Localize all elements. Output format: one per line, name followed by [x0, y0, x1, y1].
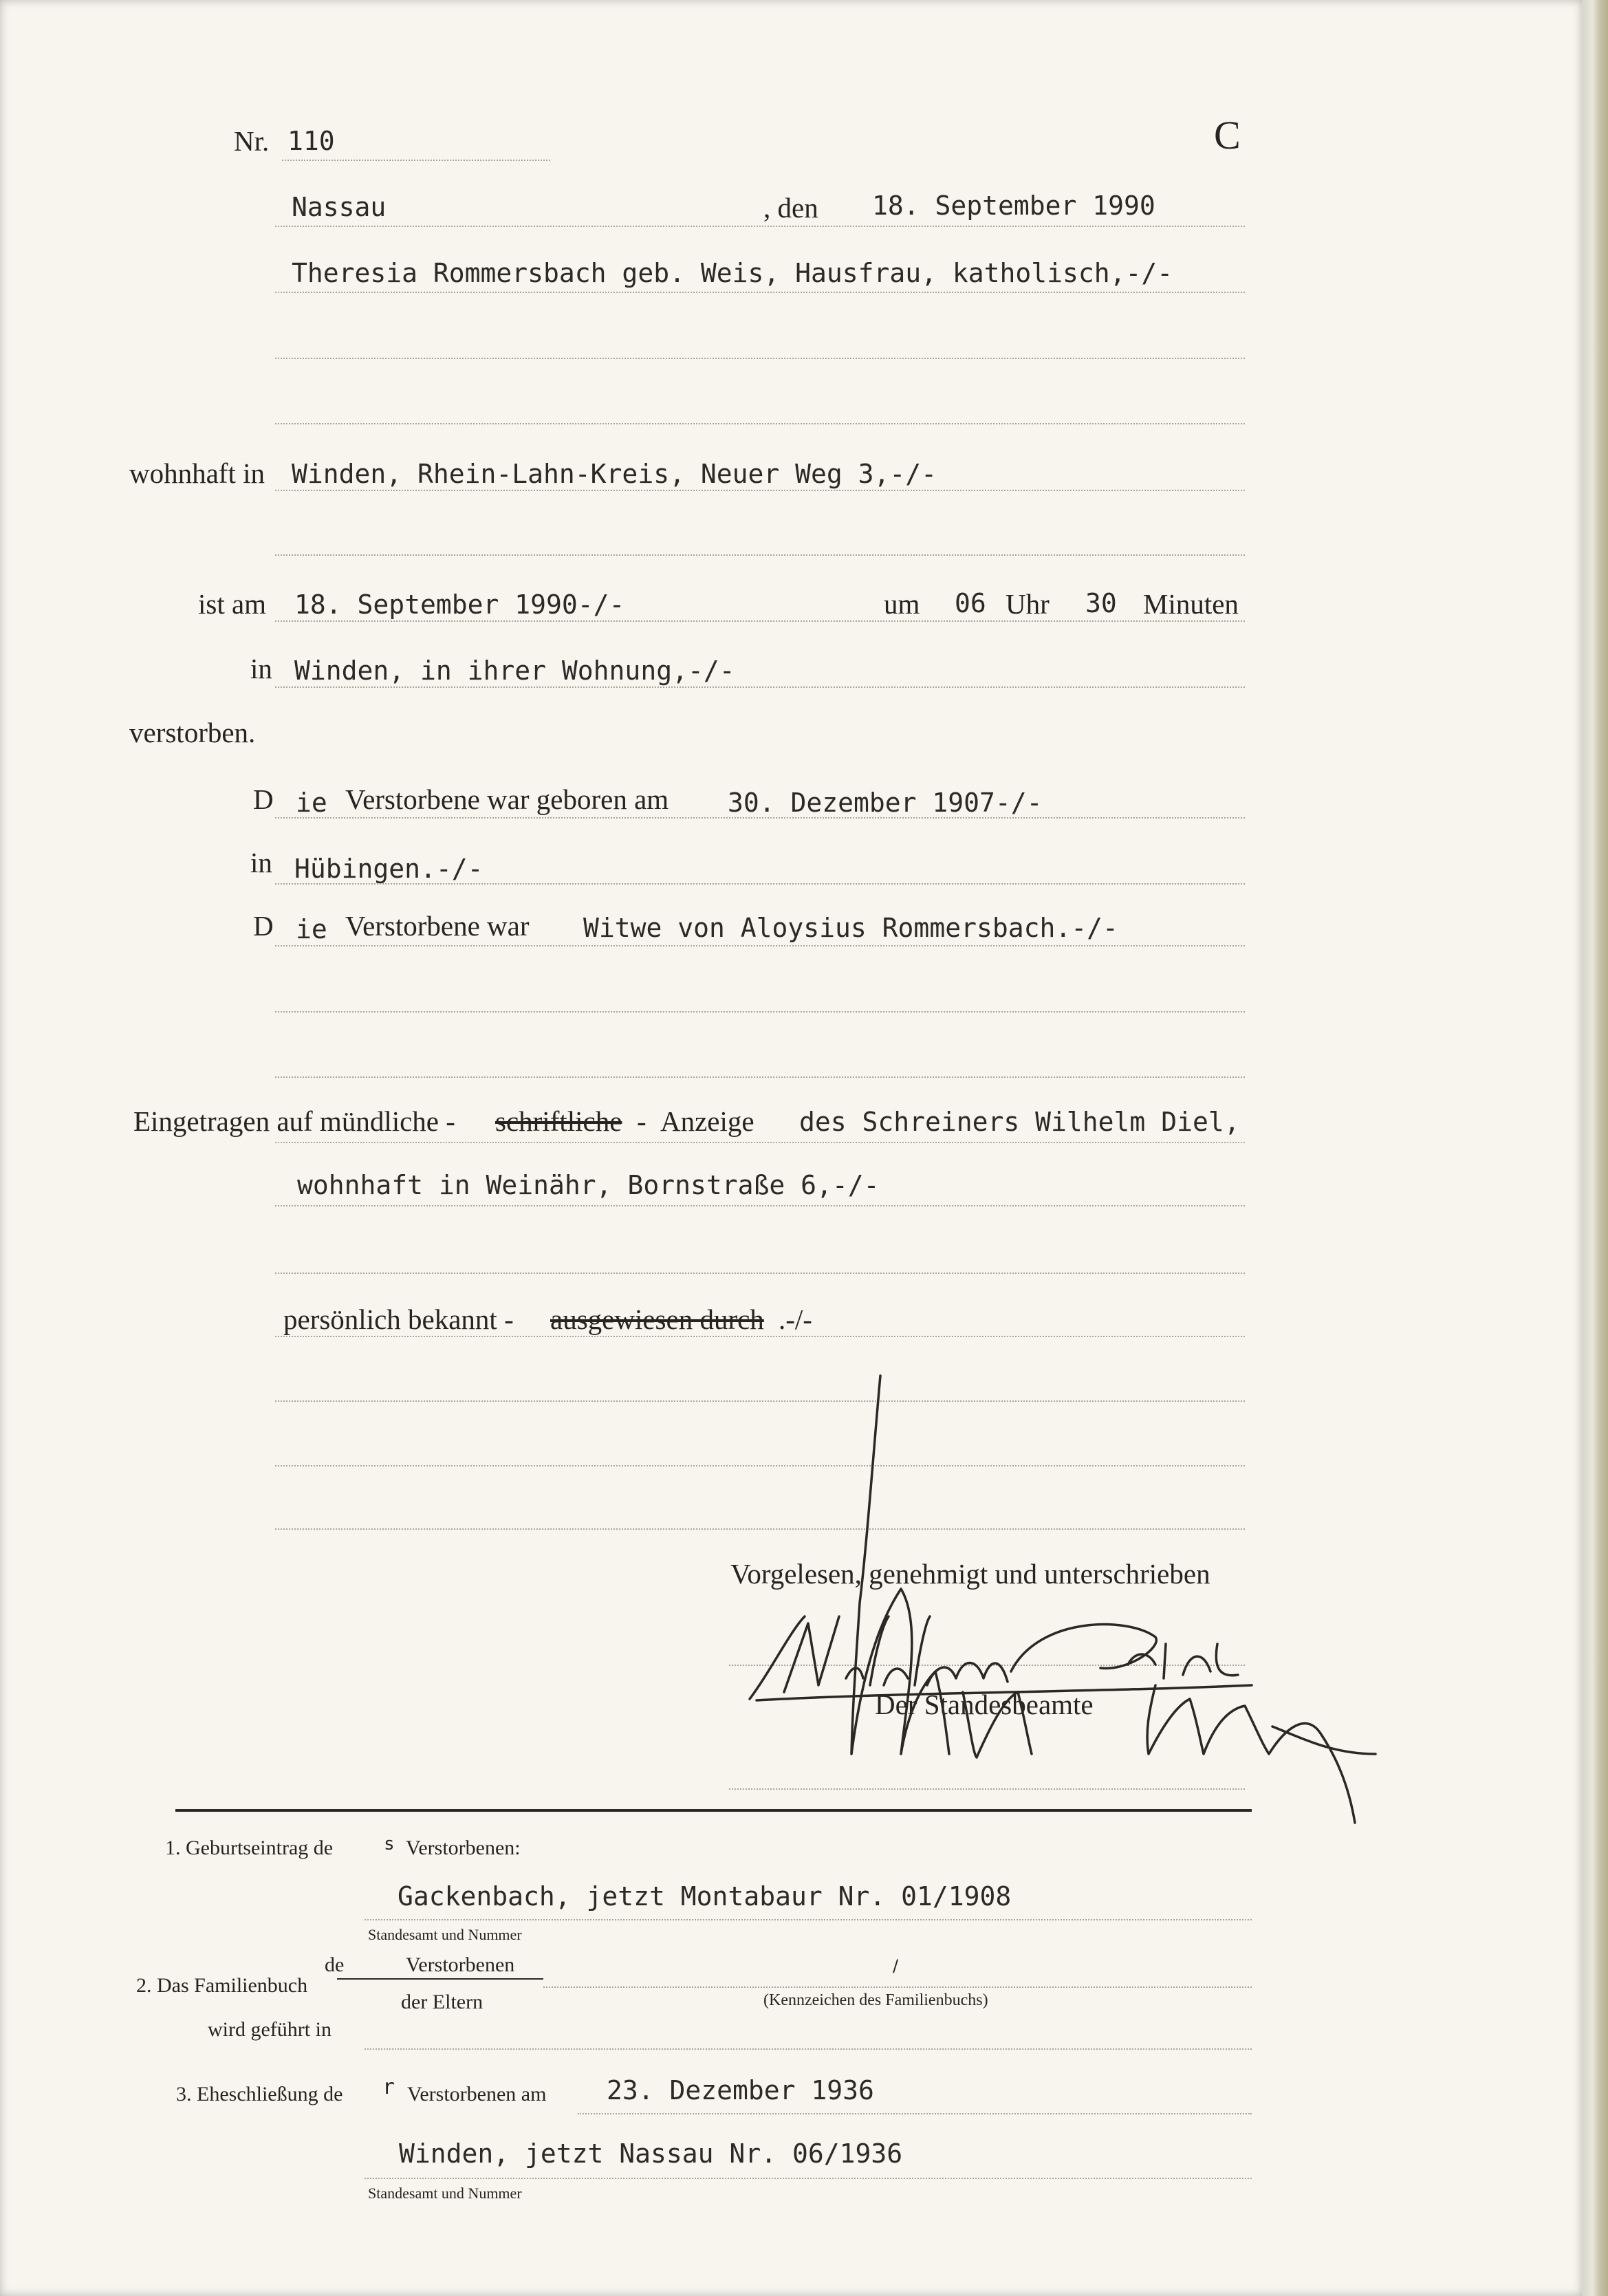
- f2-de: de: [325, 1953, 345, 1976]
- birth-place: Hübingen.-/-: [294, 854, 484, 884]
- blank-line-3: [275, 554, 1245, 556]
- person-line: [275, 292, 1245, 293]
- f1-s: s: [384, 1834, 395, 1854]
- f3-date: 23. Dezember 1936: [607, 2075, 874, 2105]
- date-value: 18. September 1990: [872, 191, 1155, 221]
- nr-line: [282, 160, 550, 161]
- f2-wird-line: [365, 2048, 1252, 2050]
- ist-am-label: ist am: [198, 588, 267, 620]
- birth-label: Verstorbene war geboren am: [345, 783, 669, 815]
- death-in-label: in: [250, 653, 272, 684]
- f3-date-line: [578, 2113, 1252, 2114]
- informant-address-line: [275, 1205, 1245, 1206]
- f3-line: [365, 2178, 1252, 2179]
- informant-address: wohnhaft in Weinähr, Bornstraße 6,-/-: [297, 1170, 880, 1200]
- death-hour: 06: [955, 588, 986, 618]
- uhr-label: Uhr: [1006, 588, 1050, 620]
- birth-d-prefix: D: [253, 783, 274, 815]
- person-name: Theresia Rommersbach geb. Weis, Hausfrau, katholisch,-/-: [292, 258, 1173, 288]
- registration-dash: -: [637, 1105, 647, 1137]
- f2-wird: wird geführt in: [208, 2018, 332, 2041]
- informant-name: des Schreiners Wilhelm Diel,: [799, 1107, 1240, 1137]
- f2-eltern: der Eltern: [401, 1991, 484, 2013]
- read-approved-label: Vorgelesen, genehmigt und unterschrieben: [730, 1558, 1210, 1590]
- f1-line: [365, 1919, 1252, 1920]
- registration-label: Eingetragen auf mündliche -: [133, 1105, 455, 1137]
- birth-ie: ie: [296, 788, 327, 818]
- known-label: persönlich bekannt -: [283, 1303, 514, 1335]
- registrar-label: Der Standesbeamte: [875, 1689, 1094, 1720]
- residence-label: wohnhaft in: [129, 457, 265, 489]
- known-struck: ausgewiesen durch: [550, 1303, 764, 1335]
- known-end: .-/-: [779, 1303, 812, 1335]
- status-value: Witwe von Aloysius Rommersbach.-/-: [583, 913, 1118, 943]
- um-label: um: [884, 588, 920, 620]
- blank-line-6: [275, 1272, 1245, 1274]
- status-label: Verstorbene war: [345, 910, 530, 942]
- death-place: Winden, in ihrer Wohnung,-/-: [294, 656, 735, 686]
- registrar-signature: [825, 1369, 1389, 1892]
- section-divider: [175, 1809, 1252, 1812]
- birth-in-label: in: [250, 847, 272, 878]
- f2-fraction-bar: [337, 1978, 543, 1980]
- registration-line: [275, 1142, 1245, 1143]
- residence-line: [275, 490, 1245, 491]
- minuten-label: Minuten: [1143, 588, 1239, 620]
- registration-anzeige: Anzeige: [660, 1105, 754, 1137]
- f1-value: Gackenbach, jetzt Montabaur Nr. 01/1908: [398, 1881, 1012, 1911]
- nr-value: 110: [287, 126, 335, 156]
- blank-line-5: [275, 1076, 1245, 1078]
- blank-line-4: [275, 1011, 1245, 1012]
- birth-date-line: [275, 817, 1245, 819]
- registration-struck: schriftliche: [495, 1105, 622, 1137]
- f1-tail: Verstorbenen:: [406, 1837, 521, 1859]
- f3-caption: Standesamt und Nummer: [368, 2185, 522, 2202]
- f2-kennzeichen: (Kennzeichen des Familienbuchs): [763, 1991, 988, 2009]
- blank-line-2: [275, 423, 1245, 424]
- status-line: [275, 945, 1245, 946]
- nr-label: Nr.: [234, 125, 270, 157]
- f2-label: 2. Das Familienbuch: [136, 1974, 308, 1997]
- place-value: Nassau: [292, 192, 387, 222]
- f2-slash: /: [893, 1956, 899, 1975]
- f2-line: [543, 1986, 1252, 1988]
- death-minutes: 30: [1085, 588, 1117, 618]
- f3-r: r: [382, 2075, 395, 2099]
- f1-label: 1. Geburtseintrag de: [165, 1837, 334, 1859]
- f3-label: 3. Eheschließung de: [176, 2083, 343, 2105]
- den-label: , den: [763, 192, 818, 224]
- residence-value: Winden, Rhein-Lahn-Kreis, Neuer Weg 3,-/-: [292, 459, 937, 489]
- verstorben-label: verstorben.: [129, 717, 256, 748]
- status-ie: ie: [296, 914, 327, 944]
- death-place-line: [275, 686, 1245, 688]
- birth-date: 30. Dezember 1907-/-: [728, 788, 1043, 818]
- f1-caption: Standesamt und Nummer: [368, 1926, 522, 1943]
- status-d-prefix: D: [253, 910, 274, 942]
- death-date-line: [275, 620, 1245, 622]
- known-line: [275, 1336, 1245, 1337]
- place-date-line: [275, 226, 1245, 227]
- blank-line-1: [275, 358, 1245, 359]
- book-edge: [1582, 0, 1608, 2296]
- series-letter: C: [1214, 113, 1241, 158]
- f3-value: Winden, jetzt Nassau Nr. 06/1936: [399, 2138, 903, 2169]
- death-date: 18. September 1990-/-: [294, 589, 625, 620]
- birth-place-line: [275, 883, 1245, 885]
- f2-verstorbenen: Verstorbenen: [406, 1953, 515, 1976]
- f3-tail: Verstorbenen am: [407, 2083, 547, 2105]
